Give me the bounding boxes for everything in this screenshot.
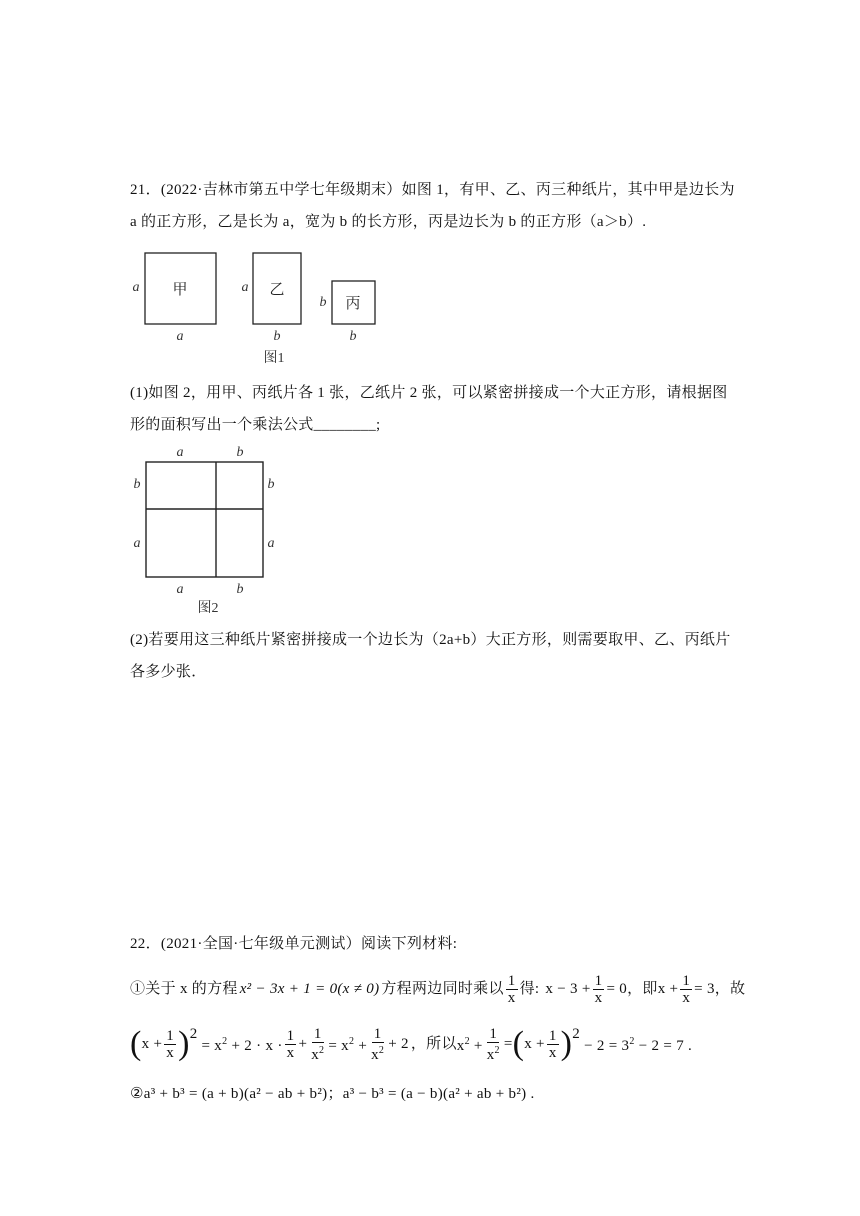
fig2-left-b: b (133, 477, 141, 492)
fig1-yi-side-a: a (241, 280, 249, 295)
fig2-bottom-b: b (236, 582, 244, 597)
fig1-yi-label: 乙 (269, 282, 285, 298)
q22-line1: 22．(2021·全国·七年级单元测试）阅读下列材料: (130, 936, 458, 952)
fig2-bottom-a: a (176, 582, 184, 597)
fig1-caption: 图1 (263, 351, 285, 366)
fig1-yi-bottom-b: b (273, 329, 281, 344)
fig2-right-b: b (267, 477, 275, 492)
q22-item1-line1: ①关于 x 的方程 x² − 3x + 1 = 0(x ≠ 0) 方程两边同时乘以 $\frac{1}{x}$ 得: x − 3 + $\frac{1}{x}$ = 0 ，即 x + $\frac{1}{x}$ = 3，故 (130, 972, 746, 1006)
q21-part1-line2: 形的面积写出一个乘法公式________; (130, 417, 381, 433)
fig2-caption: 图2 (197, 601, 219, 616)
fig1-jia-side-a: a (132, 280, 140, 295)
q22-item1-prefix: ①关于 x 的方程 (130, 981, 238, 997)
fig1-bing-label: 丙 (345, 296, 361, 312)
fig1-jia-bottom-a: a (176, 329, 184, 344)
q22-item1-eq3: = 3，故 (694, 981, 746, 997)
q21-line2: a 的正方形，乙是长为 a，宽为 b 的长方形，丙是边长为 b 的正方形（a＞b）. (130, 214, 647, 230)
q22-item1-mid: 方程两边同时乘以 (381, 981, 504, 997)
fig2-top-b: b (236, 445, 244, 460)
q22-item1-so: ，所以 (410, 1036, 457, 1052)
q21-part1-line1: (1)如图 2，用甲、丙纸片各 1 张，乙纸片 2 张，可以紧密拼接成一个大正方形，请根据图 (130, 385, 728, 401)
fig1-bing-side-b: b (319, 295, 327, 310)
figure-1 (128, 248, 388, 368)
figure-2 (128, 440, 288, 618)
q22-item1-get: 得: (519, 981, 540, 997)
fig2-top-a: a (176, 445, 184, 460)
q21-part2-line1: (2)若要用这三种纸片紧密拼接成一个边长为（2a+b）大正方形，则需要取甲、乙、丙纸片 (130, 632, 731, 648)
q22-item1-equation: x² − 3x + 1 = 0(x ≠ 0) (239, 981, 380, 997)
q21-part2-line2: 各多少张． (130, 664, 207, 680)
q22-item1-line2: ( x + $\frac{1}{x}$ ) 2 = $x^2 + 2 \cdot x$ · $\frac{1}{x}$ + $\frac{1}{x^2}$ = $x^2$ + $\frac{1}{x^2}$ + 2 ，所以 $x^2$ + $\frac{1}{x^2}$ = ( x + $\frac{1}{x}$ ) 2 − $2 = 3^2 - 2 = 7$ . (130, 1025, 693, 1063)
q21-line1: 21．(2022·吉林市第五中学七年级期末）如图 1，有甲、乙、丙三种纸片，其中甲是边长为 (130, 182, 735, 198)
fig1-bing-bottom-b: b (349, 329, 357, 344)
fig2-right-a: a (267, 536, 275, 551)
fig2-left-a: a (133, 536, 141, 551)
q22-item1-then: ，即 (627, 981, 658, 997)
q22-fraction-1-over-x: $\frac{1}{x}$ (507, 972, 516, 1006)
fig1-jia-label: 甲 (172, 282, 188, 298)
q22-item2: ②a³ + b³ = (a + b)(a² − ab + b²)；a³ − b³ = (a − b)(a² + ab + b²) . (130, 1086, 535, 1102)
